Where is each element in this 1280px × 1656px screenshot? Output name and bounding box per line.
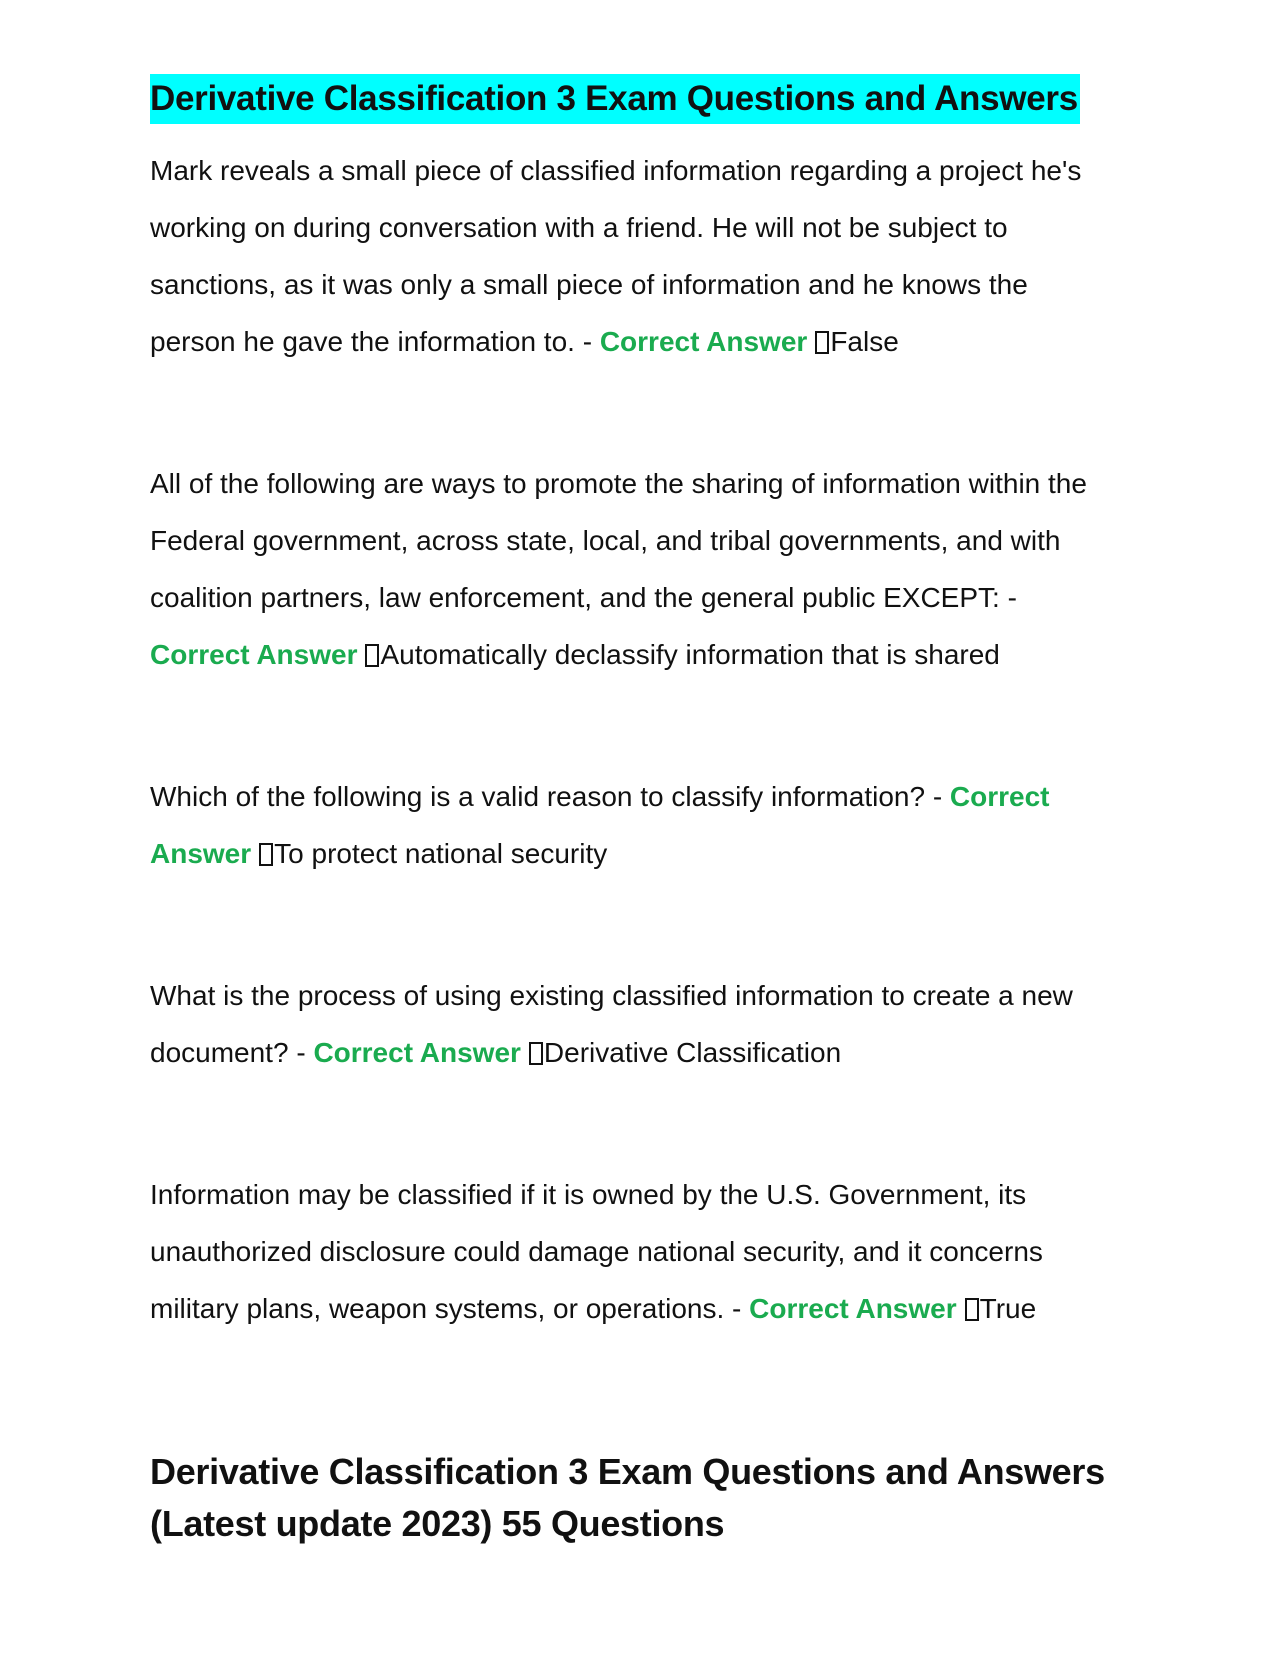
qa-item	[150, 142, 1120, 370]
correct-answer-label: Correct Answer	[150, 781, 1050, 869]
separator: -	[1007, 582, 1017, 613]
question-text: Information may be classified if it is owned by the U.S. Government, its unauthorized disclosure could damage national security, and it concerns military plans, weapon systems, or operations.	[150, 1179, 1043, 1324]
separator: -	[296, 1037, 306, 1068]
question-text: Mark reveals a small piece of classified information regarding a project he's working on during conversation with a friend. He will not be subject to sanctions, as it was only a small piece of information and he knows the person he gave the information to.	[150, 155, 1082, 357]
missing-glyph-icon	[365, 644, 379, 667]
answer-text: Derivative Classification	[543, 1037, 842, 1068]
document-page	[150, 74, 1150, 1337]
missing-glyph-icon	[529, 1042, 543, 1065]
answer-text: True	[979, 1293, 1037, 1324]
footer-title	[150, 1446, 1130, 1550]
correct-answer-label: Correct Answer	[599, 326, 808, 357]
footer-title-line-2: (Latest update 2023) 55 Questions	[150, 1503, 725, 1544]
separator: -	[732, 1293, 742, 1324]
footer-title-line-1: Derivative Classification 3 Exam Questions and Answers	[150, 1451, 1105, 1492]
correct-answer-label: Correct Answer	[313, 1037, 521, 1068]
page-title: Derivative Classification 3 Exam Questions and Answers	[150, 74, 1080, 124]
correct-answer-label: Correct Answer	[749, 1293, 957, 1324]
qa-item	[150, 455, 1120, 683]
answer-text: False	[830, 326, 899, 357]
answer-text: To protect national security	[274, 838, 608, 869]
missing-glyph-icon	[965, 1298, 979, 1321]
answer-text: Automatically declassify information that is shared	[380, 639, 1000, 670]
qa-item	[150, 768, 1120, 882]
question-text: Which of the following is a valid reason to classify information?	[150, 781, 926, 812]
separator: -	[932, 781, 943, 812]
question-text: All of the following are ways to promote the sharing of information within the Federal government, across state, local, and tribal governments, and with coalition partners, law enforcement, and the general public EXCEPT:	[150, 468, 1087, 613]
missing-glyph-icon	[259, 843, 273, 866]
qa-item	[150, 967, 1120, 1081]
correct-answer-label: Correct Answer	[150, 639, 358, 670]
question-text: What is the process of using existing classified information to create a new document?	[150, 980, 1073, 1068]
separator: -	[582, 326, 593, 357]
missing-glyph-icon	[815, 331, 829, 354]
qa-item	[150, 1166, 1120, 1337]
